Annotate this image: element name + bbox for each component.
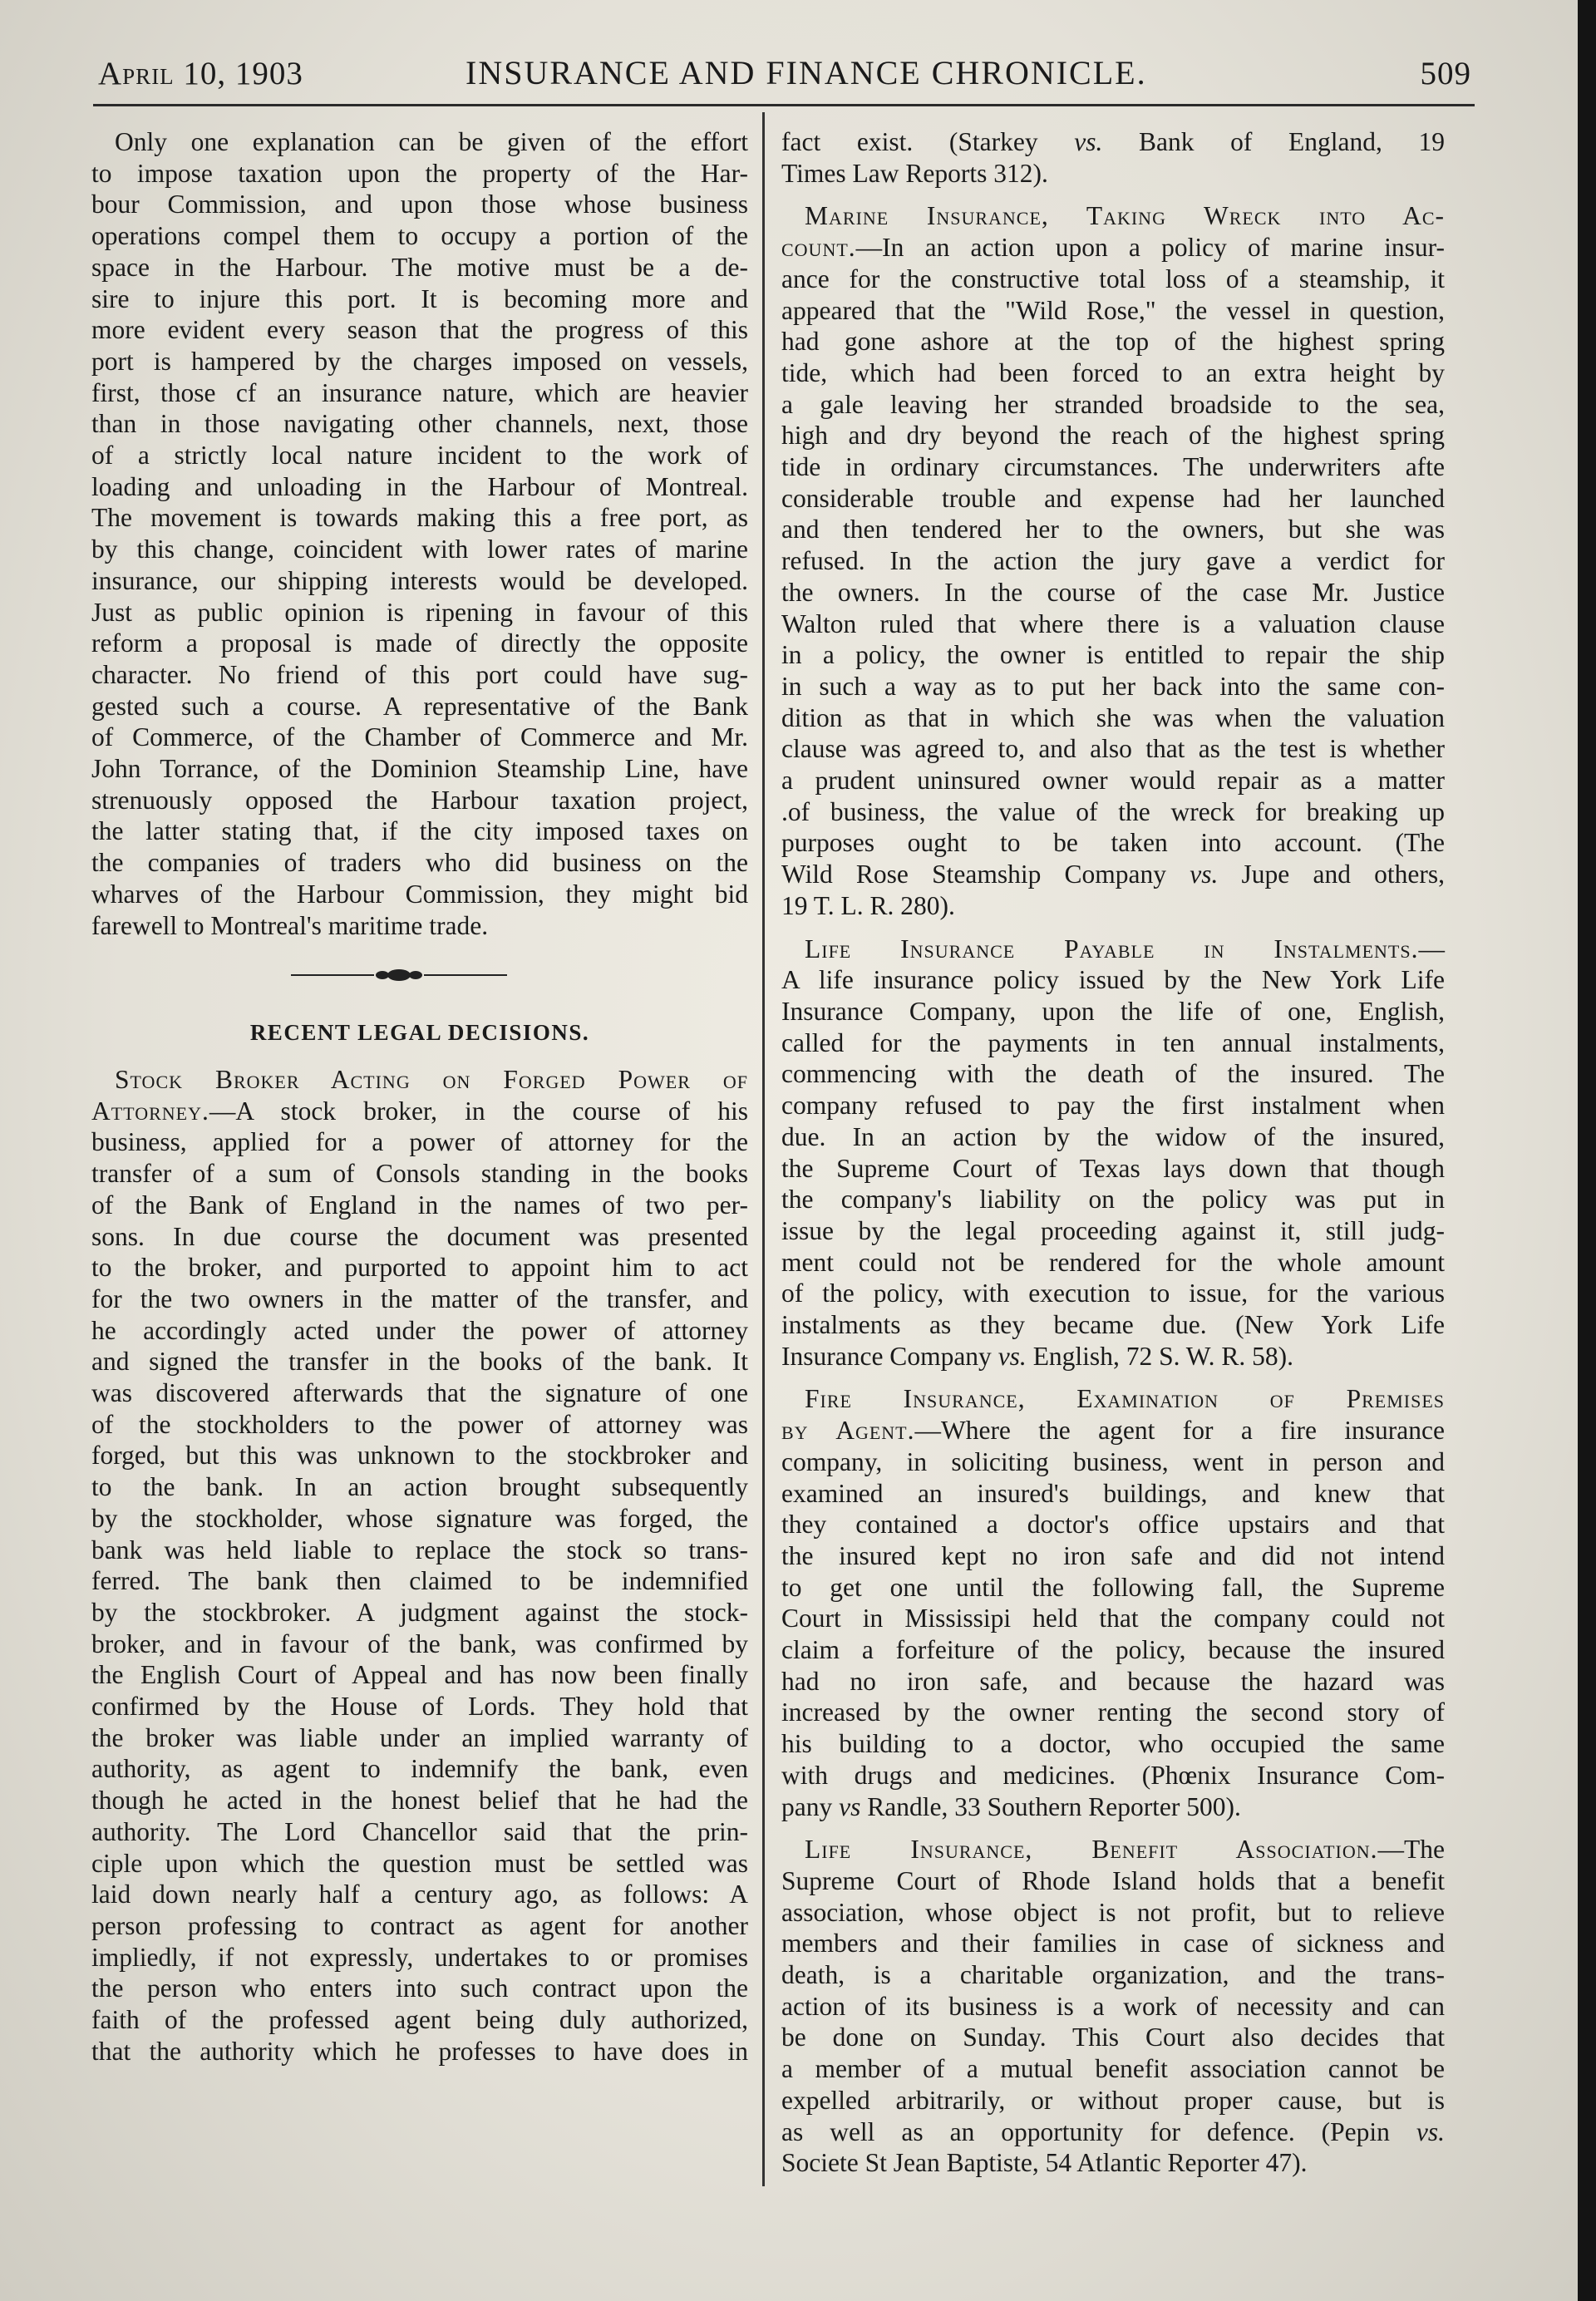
article-line: 19 T. L. R. 280). xyxy=(781,890,955,920)
article-line: more evident every season that the progress of this xyxy=(91,315,748,345)
versus-text: vs. xyxy=(1190,860,1219,889)
article-line xyxy=(781,232,1445,264)
article-line: A life insurance policy issued by the New York Life xyxy=(781,965,1445,995)
article-line: bank was held liable to replace the stock so trans- xyxy=(91,1535,748,1564)
article-body xyxy=(781,1446,1445,1791)
article-line: the owners. In the course of the case Mr. Justice xyxy=(781,577,1445,607)
article-line: port is hampered by the charges imposed on vessels, xyxy=(91,346,748,376)
article-first-line xyxy=(781,200,1445,232)
article-line: that the authority which he professes to have does in xyxy=(91,2036,748,2066)
article-body xyxy=(781,1865,1445,2116)
column-divider xyxy=(762,112,765,2186)
article-line: in a policy, the owner is entitled to repair the ship xyxy=(781,640,1445,670)
article-body xyxy=(91,1126,748,2067)
article-text: —Where the agent for a fire insurance xyxy=(914,1416,1445,1446)
marine-insurance-article xyxy=(781,200,1445,921)
article-line: confirmed by the House of Lords. They hold that xyxy=(91,1692,748,1722)
article-line: laid down nearly half a century ago, as follows: A xyxy=(91,1880,748,1909)
versus-text: vs. xyxy=(1416,2116,1445,2146)
article-line: death, is a charitable organization, and the trans- xyxy=(781,1960,1445,1990)
article-text: pany xyxy=(781,1791,840,1821)
scan-edge xyxy=(1578,0,1596,2301)
article-line: ferred. The bank then claimed to be indemnified xyxy=(91,1566,748,1596)
article-title: Marine Insurance, Taking Wreck into Ac- xyxy=(805,201,1445,231)
article-line: purposes ought to be taken into account. (The xyxy=(781,828,1445,858)
article-line: by the stockbroker. A judgment against the stock- xyxy=(91,1597,748,1627)
article-line: by the stockholder, whose signature was forged, the xyxy=(91,1503,748,1533)
article-text: fact exist. (Starkey xyxy=(781,127,1075,156)
article-line: Court in Mississipi held that the company could not xyxy=(781,1604,1445,1633)
article-first-line xyxy=(781,1834,1445,1865)
article-line: Walton ruled that where there is a valuation clause xyxy=(781,609,1445,638)
article-line: a prudent uninsured owner would repair as a matter xyxy=(781,766,1445,796)
article-line: be done on Sunday. This Court also decides that xyxy=(781,2023,1445,2052)
article-line: reform a proposal is made of directly the opposite xyxy=(91,628,748,658)
article-line: was discovered afterwards that the signature of one xyxy=(91,1378,748,1408)
article-first-line xyxy=(781,934,1445,965)
article-line: faith of the professed agent being duly authorized, xyxy=(91,2005,748,2035)
article-line: to impose taxation upon the property of the Har- xyxy=(91,158,748,188)
article-line: Just as public opinion is ripening in favour of this xyxy=(91,597,748,627)
article-line: by this change, coincident with lower rates of marine xyxy=(91,535,748,564)
article-line: instalments as they became due. (New York Life xyxy=(781,1310,1445,1340)
article-line: Insurance Company, upon the life of one, English, xyxy=(781,996,1445,1026)
article-text: Wild Rose Steamship Company xyxy=(781,860,1190,889)
article-title-cont: by Agent. xyxy=(781,1416,915,1446)
article-line: clause was agreed to, and also that as the test is whether xyxy=(781,734,1445,764)
article-line: a member of a mutual benefit association cannot be xyxy=(781,2054,1445,2084)
article-line: high and dry beyond the reach of the highest spring xyxy=(781,421,1445,451)
article-line: had no iron safe, and because the hazard was xyxy=(781,1666,1445,1696)
article-body xyxy=(781,264,1445,859)
article-line xyxy=(781,1791,1445,1823)
article-text: —The xyxy=(1377,1835,1445,1865)
article-line xyxy=(781,1341,1445,1372)
article-title-cont: count. xyxy=(781,233,856,263)
article-line: of the policy, with execution to issue, for the various xyxy=(781,1279,1445,1308)
article-text: Jupe and others, xyxy=(1218,860,1446,889)
fire-insurance-article xyxy=(781,1383,1445,1822)
right-column xyxy=(781,126,1445,2179)
article-line: The movement is towards making this a free port, as xyxy=(91,503,748,533)
article-first-line xyxy=(91,1064,748,1096)
article-line: Only one explanation can be given of the effort xyxy=(115,127,748,156)
article-line: of the stockholders to the power of attorney was xyxy=(91,1409,748,1439)
stock-broker-article xyxy=(91,1064,748,2067)
article-text: Randle, 33 Southern Reporter 500). xyxy=(860,1791,1241,1821)
versus-text: vs. xyxy=(1074,127,1103,156)
left-column xyxy=(91,126,748,2067)
article-line: called for the payments in ten annual instalments, xyxy=(781,1027,1445,1057)
article-line: claim a forfeiture of the policy, because the insured xyxy=(781,1635,1445,1665)
article-line: .of business, the value of the wreck for breaking up xyxy=(781,796,1445,826)
article-line: ance for the constructive total loss of a steamship, it xyxy=(781,264,1445,293)
article-line: Times Law Reports 312). xyxy=(781,158,1048,188)
header-rule xyxy=(93,104,1475,106)
article-line: person professing to contract as agent for another xyxy=(91,1910,748,1940)
article-line: strenuously opposed the Harbour taxation project, xyxy=(91,785,748,815)
article-line: to the broker, and purported to appoint him to act xyxy=(91,1253,748,1283)
ornament-rule-icon xyxy=(291,963,507,988)
article-line: he accordingly acted under the power of attorney xyxy=(91,1315,748,1345)
article-line: a gale leaving her stranded broadside to the sea, xyxy=(781,389,1445,419)
article-title-cont: Attorney. xyxy=(91,1096,209,1126)
article-text: Insurance Company xyxy=(781,1341,998,1371)
article-text: English, 72 S. W. R. 58). xyxy=(1026,1341,1293,1371)
versus-text: vs. xyxy=(998,1341,1027,1371)
article-line: than in those navigating other channels, next, those xyxy=(91,409,748,439)
article-line: due. In an action by the widow of the insured, xyxy=(781,1121,1445,1151)
article-line: the company's liability on the policy was put in xyxy=(781,1185,1445,1215)
article-title: Stock Broker Acting on Forged Power of xyxy=(115,1064,748,1094)
article-line: character. No friend of this port could have sug- xyxy=(91,659,748,689)
article-line xyxy=(91,1096,748,1127)
article-line: appeared that the "Wild Rose," the vessel in question, xyxy=(781,295,1445,325)
article-line: authority. The Lord Chancellor said that the prin- xyxy=(91,1816,748,1846)
article-line: dition as that in which she was when the valuation xyxy=(781,702,1445,732)
article-line: with drugs and medicines. (Phœnix Insurance Com- xyxy=(781,1760,1445,1790)
article-line: transfer of a sum of Consols standing in the books xyxy=(91,1159,748,1189)
article-line: farewell to Montreal's maritime trade. xyxy=(91,910,489,940)
header-date: April 10, 1903 xyxy=(98,56,303,91)
article-line: action of its business is a work of necessity and can xyxy=(781,1991,1445,2021)
article-line: examined an insured's buildings, and knew that xyxy=(781,1478,1445,1508)
article-text: as well as an opportunity for defence. (Pepin xyxy=(781,2116,1416,2146)
article-line: the insured kept no iron safe and did not intend xyxy=(781,1540,1445,1570)
article-line: commencing with the death of the insured. The xyxy=(781,1059,1445,1089)
article-line: tide, which had been forced to an extra height by xyxy=(781,357,1445,387)
article-line: business, applied for a power of attorney for the xyxy=(91,1127,748,1157)
article-line: increased by the owner renting the second story of xyxy=(781,1697,1445,1727)
article-line: operations compel them to occupy a portion of the xyxy=(91,221,748,251)
section-heading: RECENT LEGAL DECISIONS. xyxy=(249,1020,590,1046)
article-line: ment could not be rendered for the whole amount xyxy=(781,1247,1445,1277)
article-title: Fire Insurance, Examination of Premises xyxy=(805,1384,1445,1414)
article-line: forged, but this was unknown to the stockbroker and xyxy=(91,1441,748,1471)
article-first-line xyxy=(781,1383,1445,1415)
article-line: considerable trouble and expense had her launched xyxy=(781,483,1445,513)
article-line: gested such a course. A representative of the Bank xyxy=(91,691,748,721)
article-line: and signed the transfer in the books of the bank. It xyxy=(91,1347,748,1377)
article-text: Bank of England, 19 xyxy=(1102,127,1445,156)
article-text: — xyxy=(1418,934,1445,963)
article-line: the broker was liable under an implied warranty of xyxy=(91,1722,748,1752)
article-line: to get one until the following fall, the Supreme xyxy=(781,1572,1445,1602)
article-line: the person who enters into such contract upon the xyxy=(91,1973,748,2003)
article-line: of a strictly local nature incident to the work of xyxy=(91,441,748,471)
article-line: ciple upon which the question must be settled was xyxy=(91,1848,748,1878)
article-line: they contained a doctor's office upstairs and that xyxy=(781,1510,1445,1540)
article-line: wharves of the Harbour Commission, they might bid xyxy=(91,879,748,909)
section-ornament xyxy=(91,954,748,1004)
article-line: of the Bank of England in the names of two per- xyxy=(91,1190,748,1219)
article-line: broker, and in favour of the bank, was confirmed by xyxy=(91,1628,748,1658)
article-line xyxy=(781,1415,1445,1446)
life-instalments-article xyxy=(781,934,1445,1372)
article-line: his building to a doctor, who occupied the same xyxy=(781,1729,1445,1759)
article-line: company refused to pay the first instalment when xyxy=(781,1091,1445,1121)
header-title: INSURANCE AND FINANCE CHRONICLE. xyxy=(466,54,1147,91)
article-line: though he acted in the honest belief that he had the xyxy=(91,1786,748,1816)
article-line: in such a way as to put her back into the same con- xyxy=(781,671,1445,701)
article-line: members and their families in case of sickness and xyxy=(781,1929,1445,1959)
article-line: impliedly, if not expressly, undertakes to or promises xyxy=(91,1942,748,1972)
article-line: sire to injure this port. It is becoming more and xyxy=(91,283,748,313)
harbour-taxation-article xyxy=(91,126,748,941)
article-line: sons. In due course the document was presented xyxy=(91,1221,748,1251)
article-line: Societe St Jean Baptiste, 54 Atlantic Reporter 47). xyxy=(781,2148,1308,2178)
article-line: refused. In the action the jury gave a verdict for xyxy=(781,546,1445,576)
article-title: Life Insurance, Benefit Association. xyxy=(805,1835,1378,1865)
article-line: loading and unloading in the Harbour of Montreal. xyxy=(91,471,748,501)
article-text: —In an action upon a policy of marine insur- xyxy=(855,233,1445,263)
article-line: association, whose object is not profit, but to relieve xyxy=(781,1897,1445,1927)
page-number: 509 xyxy=(1420,56,1471,91)
article-line xyxy=(781,2116,1445,2148)
article-line: issue by the legal proceeding against it, still judg- xyxy=(781,1215,1445,1245)
article-line: the Supreme Court of Texas lays down that though xyxy=(781,1153,1445,1183)
article-line: the English Court of Appeal and has now been finally xyxy=(91,1660,748,1690)
running-header xyxy=(93,48,1471,98)
article-line: the latter stating that, if the city imposed taxes on xyxy=(91,816,748,846)
article-line: bour Commission, and upon those whose business xyxy=(91,190,748,219)
article-line: John Torrance, of the Dominion Steamship Line, have xyxy=(91,754,748,784)
article-line: space in the Harbour. The motive must be a de- xyxy=(91,252,748,282)
benefit-association-article xyxy=(781,1834,1445,2179)
versus-text: vs xyxy=(839,1791,861,1821)
article-line xyxy=(781,859,1445,890)
article-line xyxy=(781,126,1445,158)
article-line: for the two owners in the matter of the transfer, and xyxy=(91,1284,748,1313)
continued-article xyxy=(781,126,1445,189)
article-line: to the bank. In an action brought subsequently xyxy=(91,1472,748,1502)
article-title: Life Insurance Payable in Instalments. xyxy=(805,934,1419,963)
article-line: and then tendered her to the owners, but she was xyxy=(781,515,1445,544)
article-line: of Commerce, of the Chamber of Commerce and Mr. xyxy=(91,722,748,752)
article-line: expelled arbitrarily, or without proper cause, but is xyxy=(781,2085,1445,2115)
article-line: the companies of traders who did business on the xyxy=(91,848,748,878)
article-line: company, in soliciting business, went in person and xyxy=(781,1446,1445,1476)
article-line: Supreme Court of Rhode Island holds that a benefit xyxy=(781,1865,1445,1895)
article-text: —A stock broker, in the course of his xyxy=(209,1096,748,1126)
article-line: had gone ashore at the top of the highest spring xyxy=(781,327,1445,357)
article-line: authority, as agent to indemnify the bank, even xyxy=(91,1754,748,1784)
article-line: insurance, our shipping interests would be developed. xyxy=(91,565,748,595)
article-line: first, those cf an insurance nature, which are heavier xyxy=(91,377,748,407)
article-line: tide in ordinary circumstances. The underwriters afte xyxy=(781,452,1445,482)
article-body xyxy=(781,964,1445,1340)
